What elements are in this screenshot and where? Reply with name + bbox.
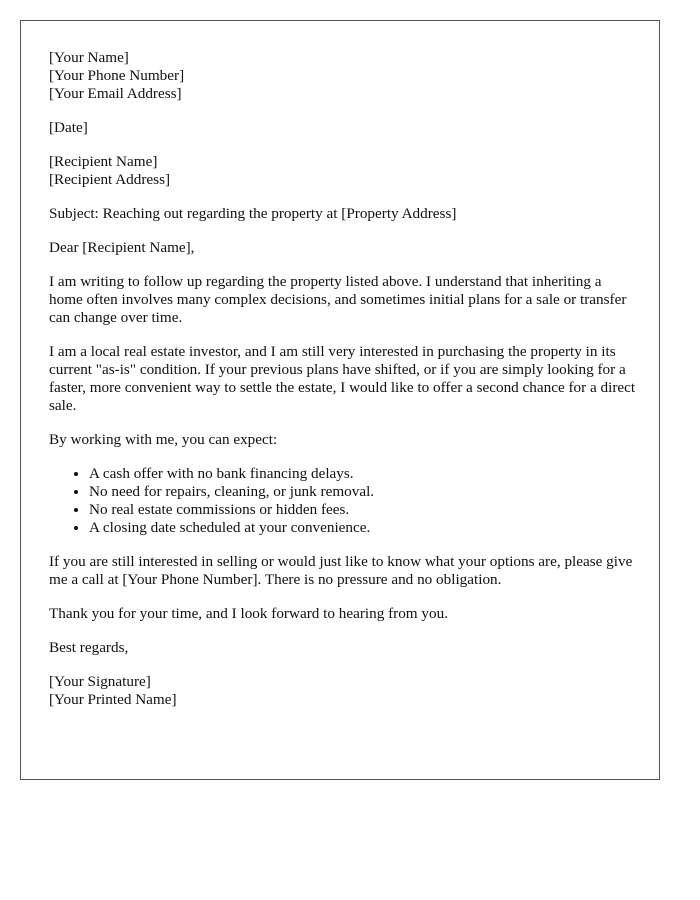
letter-body	[49, 49, 639, 725]
sender-name: [Your Name]	[49, 49, 129, 66]
sender-phone: [Your Phone Number]	[49, 67, 185, 84]
paragraph-expect: By working with me, you can expect:	[49, 431, 278, 448]
signature-line: [Your Signature]	[49, 673, 151, 690]
paragraph-intro: I am writing to follow up regarding the property listed above. I understand that inheriting a home often involves many complex decisions, and sometimes initial plans for a sale or transfer can change over time.	[49, 273, 627, 326]
sender-block	[49, 49, 639, 103]
signature-block	[49, 673, 639, 709]
letter-date: [Date]	[49, 119, 88, 136]
list-item: • No real estate commissions or hidden fees.	[89, 501, 639, 519]
paragraph-offer: I am a local real estate investor, and I am still very interested in purchasing the property in its current "as-is" condition. If your previous plans have shifted, or if you are simply looking for a faster, more convenient way to settle the estate, I would like to offer a second chance for a direct sale.	[49, 343, 636, 414]
list-item: • No need for repairs, cleaning, or junk removal.	[89, 483, 639, 501]
salutation: Dear [Recipient Name],	[49, 239, 195, 256]
date-block	[49, 119, 639, 137]
letter-page	[20, 20, 660, 780]
recipient-address: [Recipient Address]	[49, 171, 171, 188]
list-item: • A closing date scheduled at your convenience.	[89, 519, 639, 537]
subject-line: Subject: Reaching out regarding the property at [Property Address]	[49, 205, 457, 222]
recipient-block	[49, 153, 639, 189]
list-item: • A cash offer with no bank financing delays.	[89, 465, 639, 483]
benefits-list	[49, 465, 639, 537]
signoff: Best regards,	[49, 639, 129, 656]
recipient-name: [Recipient Name]	[49, 153, 158, 170]
printed-name: [Your Printed Name]	[49, 691, 177, 708]
sender-email: [Your Email Address]	[49, 85, 182, 102]
paragraph-contact: If you are still interested in selling or would just like to know what your options are, please give me a call at [Your Phone Number]. There is no pressure and no obligation.	[49, 553, 633, 588]
paragraph-thanks: Thank you for your time, and I look forward to hearing from you.	[49, 605, 448, 622]
